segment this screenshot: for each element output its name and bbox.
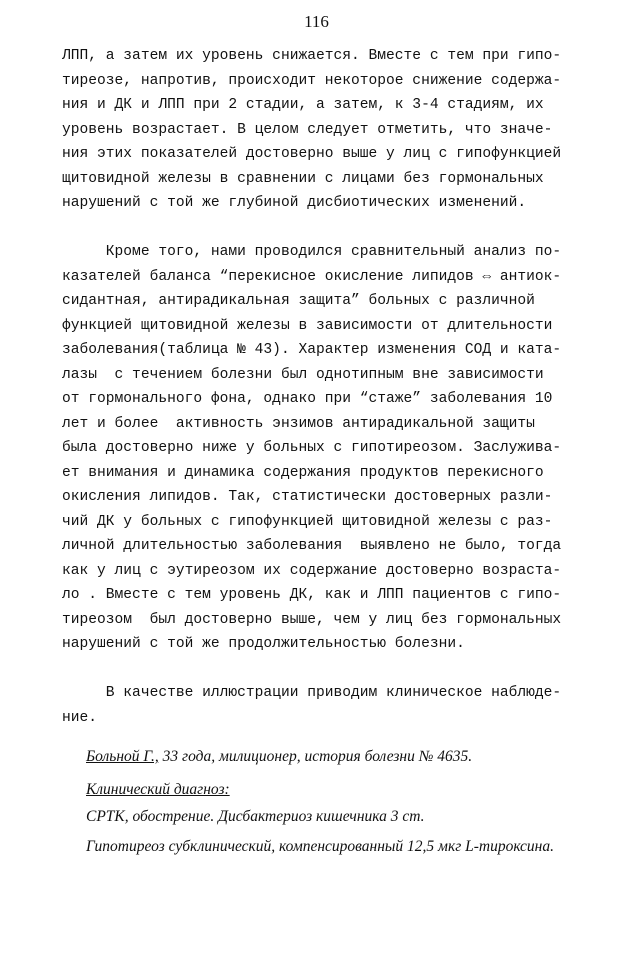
text-line: чий ДК у больных с гипофункцией щитовидной железы с раз-	[62, 513, 553, 530]
text-line: ния и ДК и ЛПП при 2 стадии, а затем, к 3-4 стадиям, их	[62, 97, 544, 113]
text-line: уровень возрастает. В целом следует отметить, что значе-	[62, 121, 553, 138]
text-line: тиреозом был достоверно выше, чем у лиц без гормональных	[62, 611, 562, 628]
diagnosis-line: СРТК, обострение. Дисбактериоз кишечника 3 ст.	[86, 808, 425, 825]
text-line: нарушений с той же продолжительностью болезни.	[62, 636, 465, 652]
text-line: заболевания(таблица № 43). Характер изменения СОД и ката-	[62, 342, 562, 358]
patient-details: 33 года, милиционер, история болезни № 4635.	[158, 748, 473, 765]
text-line: функцией щитовидной железы в зависимости от длительности	[62, 317, 553, 334]
text-line: ло . Вместе с тем уровень ДК, как и ЛПП пациентов с гипо-	[62, 587, 562, 603]
text-line: лет и более активность энзимов антирадикальной защиты	[62, 415, 535, 432]
text-line: от гормонального фона, однако при “стаже” заболевания 10	[62, 391, 553, 407]
text-line: Кроме того, нами проводился сравнительный анализ по-	[62, 244, 562, 260]
patient-line	[86, 748, 472, 766]
text-line: ния этих показателей достоверно выше у лиц с гипофункцией	[62, 146, 562, 162]
text-line: тиреозе, напротив, происходит некоторое снижение содержа-	[62, 72, 562, 89]
text-line: как у лиц с эутиреозом их содержание достоверно возраста-	[62, 562, 562, 579]
text-line: ЛПП, а затем их уровень снижается. Вместе с тем при гипо-	[62, 48, 562, 64]
diagnosis-heading: Клинический диагноз:	[86, 781, 230, 798]
text-line: В качестве иллюстрации приводим клиническое наблюде-	[62, 685, 562, 701]
text-line: нарушений с той же глубиной дисбиотических изменений.	[62, 195, 527, 211]
text-line: щитовидной железы в сравнении с лицами без гормональных	[62, 170, 544, 187]
text-line: была достоверно ниже у больных с гипотиреозом. Заслужива-	[62, 440, 562, 456]
text-line: лазы с течением болезни был однотипным вне зависимости	[62, 366, 544, 383]
text-line: ет внимания и динамика содержания продуктов перекисного	[62, 464, 544, 481]
text-line: личной длительностью заболевания выявлено не было, тогда	[62, 538, 562, 554]
diagnosis-line: Гипотиреоз субклинический, компенсированный 12,5 мкг L-тироксина.	[86, 838, 554, 855]
text-line: сидантная, антирадикальная защита” больных с различной	[62, 293, 535, 309]
text-line: ние.	[62, 709, 98, 726]
page-number: 116	[304, 12, 329, 31]
patient-label: Больной Г.,	[86, 748, 159, 765]
text-line: окисления липидов. Так, статистически достоверных разли-	[62, 489, 553, 505]
text-line: казателей баланса “перекисное окисление липидов ⇔ антиок-	[62, 268, 562, 285]
